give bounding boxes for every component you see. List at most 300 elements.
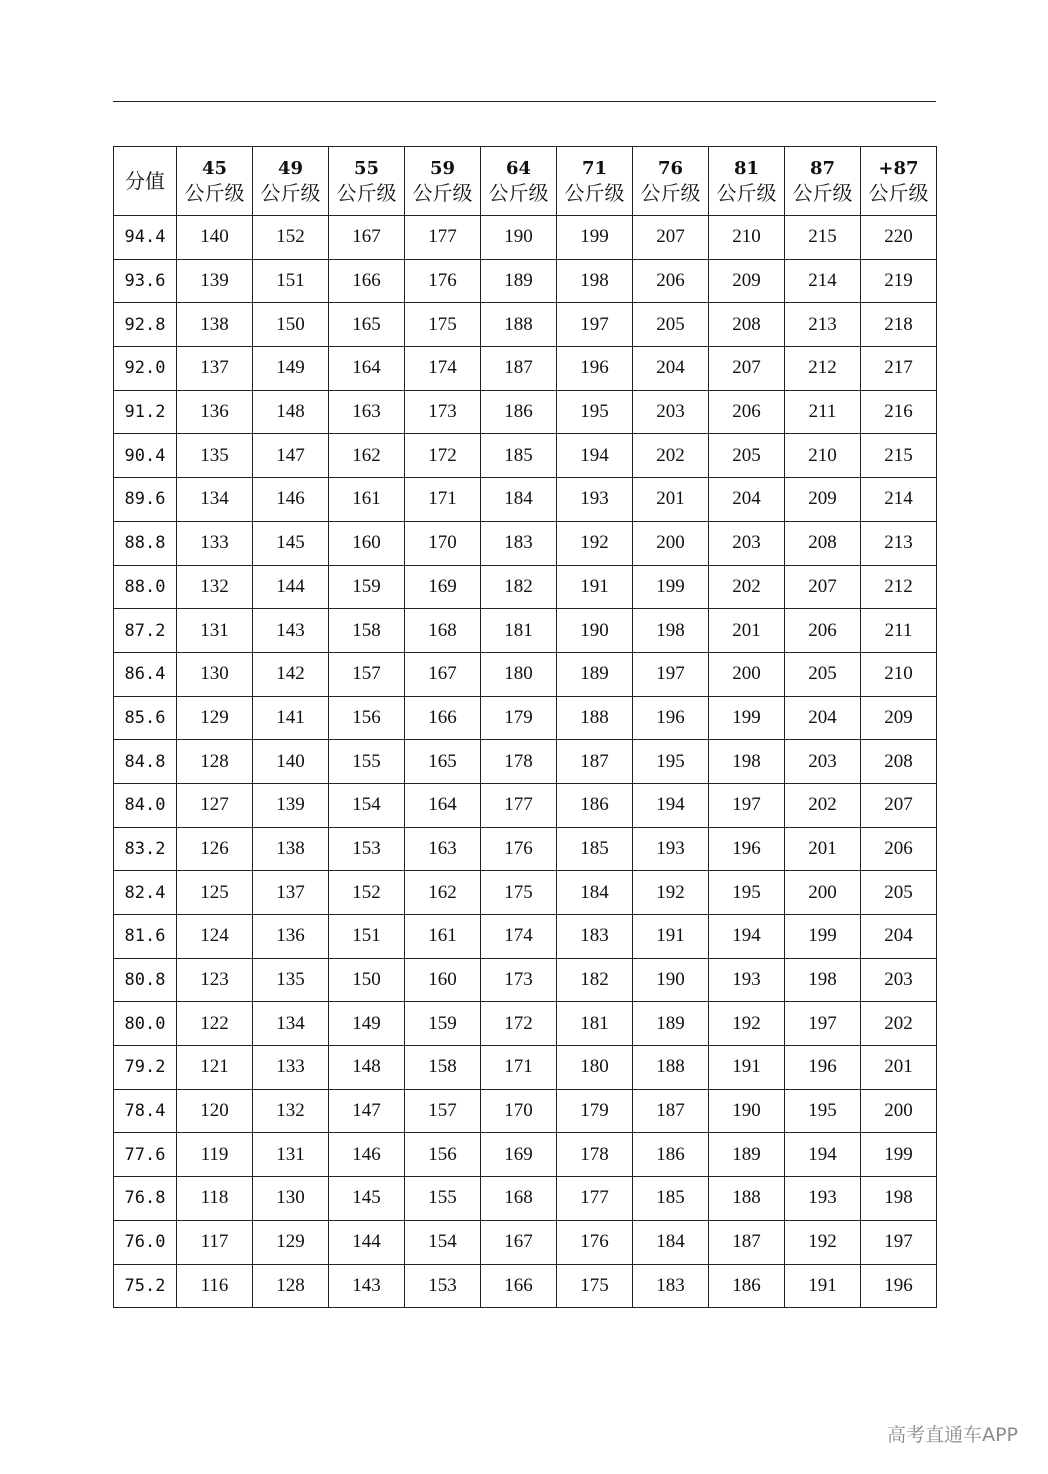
weight-value-cell: 191 [709,1046,785,1090]
weight-value-cell: 136 [177,390,253,434]
weight-class-unit: 公斤级 [184,181,245,205]
table-row [114,1133,937,1177]
table-row [114,1177,937,1221]
weight-value-cell: 202 [861,1002,937,1046]
weight-value-cell: 175 [405,303,481,347]
weight-value-cell: 196 [861,1264,937,1308]
weight-value-cell: 120 [177,1089,253,1133]
top-rule [113,101,936,102]
weight-class-unit: 公斤级 [868,181,929,205]
weight-value-cell: 147 [253,434,329,478]
weight-value-cell: 184 [481,478,557,522]
weight-value-cell: 180 [557,1046,633,1090]
weight-value-cell: 199 [557,216,633,260]
weight-value-cell: 194 [785,1133,861,1177]
score-cell: 78.4 [114,1089,177,1133]
table-row [114,783,937,827]
weight-value-cell: 133 [177,521,253,565]
weight-value-cell: 179 [481,696,557,740]
weight-value-cell: 180 [481,652,557,696]
weight-class-header [405,147,481,216]
weight-value-cell: 197 [861,1220,937,1264]
weight-value-cell: 217 [861,347,937,391]
weight-value-cell: 193 [709,958,785,1002]
weight-value-cell: 176 [481,827,557,871]
weight-value-cell: 193 [557,478,633,522]
weight-value-cell: 124 [177,915,253,959]
weight-value-cell: 206 [785,609,861,653]
weight-value-cell: 210 [785,434,861,478]
weight-value-cell: 196 [785,1046,861,1090]
score-cell: 88.8 [114,521,177,565]
weight-value-cell: 207 [861,783,937,827]
weight-value-cell: 190 [481,216,557,260]
score-cell: 81.6 [114,915,177,959]
weight-value-cell: 174 [405,347,481,391]
weight-value-cell: 130 [177,652,253,696]
weight-value-cell: 177 [405,216,481,260]
score-cell: 84.0 [114,783,177,827]
weight-value-cell: 140 [253,740,329,784]
table-row [114,347,937,391]
table-row [114,609,937,653]
weight-value-cell: 146 [253,478,329,522]
weight-value-cell: 127 [177,783,253,827]
weight-value-cell: 135 [177,434,253,478]
table-body [114,216,937,1308]
weight-value-cell: 161 [329,478,405,522]
weight-value-cell: 206 [633,259,709,303]
weight-class-unit: 公斤级 [792,181,853,205]
weight-value-cell: 206 [861,827,937,871]
weight-value-cell: 184 [557,871,633,915]
weight-value-cell: 139 [177,259,253,303]
weight-value-cell: 173 [481,958,557,1002]
weight-value-cell: 205 [785,652,861,696]
score-column-header: 分值 [114,147,177,216]
score-cell: 80.0 [114,1002,177,1046]
weight-value-cell: 215 [861,434,937,478]
weight-value-cell: 210 [861,652,937,696]
table-row [114,521,937,565]
weight-value-cell: 149 [329,1002,405,1046]
weight-value-cell: 188 [557,696,633,740]
weight-class-unit: 公斤级 [336,181,397,205]
weight-value-cell: 209 [709,259,785,303]
weight-value-cell: 183 [557,915,633,959]
weight-value-cell: 185 [481,434,557,478]
weight-value-cell: 165 [405,740,481,784]
weight-value-cell: 155 [329,740,405,784]
weight-value-cell: 129 [177,696,253,740]
weight-value-cell: 165 [329,303,405,347]
weight-class-number: 45 [201,158,228,179]
weight-value-cell: 202 [709,565,785,609]
weight-value-cell: 183 [481,521,557,565]
table-row [114,259,937,303]
weight-class-number: 81 [733,158,760,179]
weight-value-cell: 177 [557,1177,633,1221]
weight-value-cell: 128 [253,1264,329,1308]
weight-value-cell: 148 [329,1046,405,1090]
weight-value-cell: 210 [709,216,785,260]
score-cell: 87.2 [114,609,177,653]
weight-value-cell: 147 [329,1089,405,1133]
weight-class-header [709,147,785,216]
weight-value-cell: 148 [253,390,329,434]
weight-value-cell: 198 [633,609,709,653]
weight-value-cell: 133 [253,1046,329,1090]
weight-value-cell: 202 [785,783,861,827]
weight-value-cell: 197 [633,652,709,696]
table-row [114,303,937,347]
weight-value-cell: 131 [253,1133,329,1177]
weight-value-cell: 132 [177,565,253,609]
weight-value-cell: 186 [709,1264,785,1308]
weight-value-cell: 184 [633,1220,709,1264]
weight-value-cell: 195 [785,1089,861,1133]
weight-value-cell: 192 [633,871,709,915]
weight-value-cell: 181 [481,609,557,653]
weight-value-cell: 204 [785,696,861,740]
weight-value-cell: 187 [633,1089,709,1133]
weight-value-cell: 195 [633,740,709,784]
header-row [114,147,937,216]
weight-value-cell: 209 [861,696,937,740]
weight-value-cell: 205 [633,303,709,347]
score-cell: 76.0 [114,1220,177,1264]
weight-class-header [177,147,253,216]
weight-value-cell: 185 [557,827,633,871]
weight-value-cell: 183 [633,1264,709,1308]
weight-value-cell: 215 [785,216,861,260]
weight-value-cell: 151 [329,915,405,959]
weight-value-cell: 193 [633,827,709,871]
weight-value-cell: 213 [785,303,861,347]
weight-value-cell: 214 [785,259,861,303]
weight-value-cell: 169 [405,565,481,609]
score-cell: 93.6 [114,259,177,303]
weight-value-cell: 129 [253,1220,329,1264]
score-cell: 94.4 [114,216,177,260]
weight-value-cell: 190 [633,958,709,1002]
weight-class-unit: 公斤级 [716,181,777,205]
weight-value-cell: 197 [785,1002,861,1046]
score-table [113,146,937,1308]
weight-class-header [557,147,633,216]
weight-value-cell: 196 [557,347,633,391]
weight-value-cell: 187 [481,347,557,391]
weight-class-number: 87 [809,158,836,179]
weight-class-number: 71 [581,158,608,179]
weight-value-cell: 211 [785,390,861,434]
score-cell: 89.6 [114,478,177,522]
weight-value-cell: 196 [709,827,785,871]
weight-value-cell: 152 [329,871,405,915]
weight-value-cell: 212 [861,565,937,609]
weight-value-cell: 177 [481,783,557,827]
weight-value-cell: 189 [557,652,633,696]
weight-value-cell: 208 [785,521,861,565]
table-row [114,871,937,915]
weight-value-cell: 176 [557,1220,633,1264]
weight-value-cell: 116 [177,1264,253,1308]
weight-value-cell: 146 [329,1133,405,1177]
weight-value-cell: 150 [253,303,329,347]
score-cell: 84.8 [114,740,177,784]
weight-value-cell: 175 [481,871,557,915]
weight-value-cell: 195 [557,390,633,434]
table-row [114,827,937,871]
weight-value-cell: 187 [557,740,633,784]
weight-value-cell: 206 [709,390,785,434]
weight-value-cell: 201 [633,478,709,522]
weight-value-cell: 169 [481,1133,557,1177]
weight-value-cell: 137 [177,347,253,391]
weight-value-cell: 171 [481,1046,557,1090]
weight-value-cell: 191 [633,915,709,959]
weight-value-cell: 199 [785,915,861,959]
weight-value-cell: 187 [709,1220,785,1264]
weight-class-unit: 公斤级 [488,181,549,205]
weight-value-cell: 166 [329,259,405,303]
weight-value-cell: 143 [329,1264,405,1308]
weight-value-cell: 218 [861,303,937,347]
weight-value-cell: 201 [709,609,785,653]
watermark: 高考直通车APP [887,1424,1018,1446]
weight-value-cell: 197 [709,783,785,827]
weight-class-number: 76 [657,158,684,179]
weight-value-cell: 186 [633,1133,709,1177]
weight-class-unit: 公斤级 [640,181,701,205]
table-row [114,216,937,260]
score-cell: 83.2 [114,827,177,871]
weight-value-cell: 170 [481,1089,557,1133]
weight-value-cell: 167 [481,1220,557,1264]
weight-value-cell: 198 [861,1177,937,1221]
weight-value-cell: 163 [405,827,481,871]
weight-class-unit: 公斤级 [412,181,473,205]
weight-value-cell: 125 [177,871,253,915]
table-row [114,652,937,696]
weight-value-cell: 208 [861,740,937,784]
score-cell: 92.0 [114,347,177,391]
weight-value-cell: 168 [481,1177,557,1221]
weight-value-cell: 189 [633,1002,709,1046]
weight-value-cell: 162 [329,434,405,478]
weight-value-cell: 167 [405,652,481,696]
table-row [114,434,937,478]
score-cell: 92.8 [114,303,177,347]
weight-value-cell: 192 [785,1220,861,1264]
score-cell: 75.2 [114,1264,177,1308]
weight-class-unit: 公斤级 [260,181,321,205]
weight-value-cell: 182 [557,958,633,1002]
weight-value-cell: 156 [329,696,405,740]
score-cell: 91.2 [114,390,177,434]
weight-value-cell: 168 [405,609,481,653]
weight-value-cell: 208 [709,303,785,347]
weight-value-cell: 123 [177,958,253,1002]
weight-value-cell: 207 [633,216,709,260]
weight-class-unit: 公斤级 [564,181,625,205]
weight-value-cell: 158 [329,609,405,653]
weight-value-cell: 203 [785,740,861,784]
score-cell: 76.8 [114,1177,177,1221]
weight-value-cell: 220 [861,216,937,260]
weight-value-cell: 153 [405,1264,481,1308]
weight-value-cell: 179 [557,1089,633,1133]
weight-value-cell: 164 [329,347,405,391]
weight-value-cell: 134 [253,1002,329,1046]
table-row [114,1046,937,1090]
weight-value-cell: 194 [557,434,633,478]
weight-value-cell: 182 [481,565,557,609]
weight-value-cell: 158 [405,1046,481,1090]
weight-value-cell: 203 [709,521,785,565]
weight-class-header [329,147,405,216]
weight-value-cell: 173 [405,390,481,434]
weight-value-cell: 199 [633,565,709,609]
weight-value-cell: 135 [253,958,329,1002]
weight-value-cell: 209 [785,478,861,522]
table-row [114,915,937,959]
weight-value-cell: 186 [557,783,633,827]
weight-value-cell: 159 [329,565,405,609]
weight-value-cell: 202 [633,434,709,478]
weight-value-cell: 119 [177,1133,253,1177]
weight-class-header [633,147,709,216]
weight-value-cell: 130 [253,1177,329,1221]
weight-value-cell: 139 [253,783,329,827]
score-cell: 79.2 [114,1046,177,1090]
weight-value-cell: 189 [481,259,557,303]
weight-value-cell: 172 [481,1002,557,1046]
score-cell: 86.4 [114,652,177,696]
weight-class-number: 64 [505,158,532,179]
weight-class-header [253,147,329,216]
weight-value-cell: 138 [253,827,329,871]
table-row [114,958,937,1002]
weight-value-cell: 189 [709,1133,785,1177]
weight-value-cell: 145 [253,521,329,565]
weight-class-number: 55 [353,158,380,179]
weight-value-cell: 200 [785,871,861,915]
weight-value-cell: 200 [861,1089,937,1133]
weight-value-cell: 134 [177,478,253,522]
weight-value-cell: 162 [405,871,481,915]
weight-value-cell: 155 [405,1177,481,1221]
weight-value-cell: 156 [405,1133,481,1177]
weight-value-cell: 192 [557,521,633,565]
weight-value-cell: 157 [329,652,405,696]
weight-value-cell: 140 [177,216,253,260]
weight-value-cell: 198 [785,958,861,1002]
weight-value-cell: 207 [709,347,785,391]
weight-value-cell: 131 [177,609,253,653]
weight-value-cell: 192 [709,1002,785,1046]
weight-value-cell: 219 [861,259,937,303]
table-row [114,1220,937,1264]
table-row [114,478,937,522]
weight-value-cell: 153 [329,827,405,871]
weight-class-number: 59 [429,158,456,179]
score-cell: 90.4 [114,434,177,478]
weight-value-cell: 166 [405,696,481,740]
weight-value-cell: 214 [861,478,937,522]
weight-value-cell: 152 [253,216,329,260]
score-cell: 85.6 [114,696,177,740]
weight-value-cell: 159 [405,1002,481,1046]
weight-value-cell: 166 [481,1264,557,1308]
table-row [114,390,937,434]
weight-value-cell: 198 [709,740,785,784]
weight-value-cell: 204 [633,347,709,391]
weight-value-cell: 204 [861,915,937,959]
weight-value-cell: 205 [861,871,937,915]
score-cell: 82.4 [114,871,177,915]
weight-value-cell: 203 [633,390,709,434]
weight-value-cell: 144 [253,565,329,609]
weight-value-cell: 163 [329,390,405,434]
weight-value-cell: 178 [481,740,557,784]
weight-value-cell: 132 [253,1089,329,1133]
weight-value-cell: 197 [557,303,633,347]
weight-class-header [861,147,937,216]
weight-value-cell: 178 [557,1133,633,1177]
weight-value-cell: 151 [253,259,329,303]
weight-value-cell: 188 [709,1177,785,1221]
weight-value-cell: 164 [405,783,481,827]
weight-value-cell: 198 [557,259,633,303]
weight-value-cell: 118 [177,1177,253,1221]
weight-value-cell: 157 [405,1089,481,1133]
score-cell: 80.8 [114,958,177,1002]
weight-value-cell: 194 [633,783,709,827]
table-row [114,1089,937,1133]
weight-value-cell: 122 [177,1002,253,1046]
weight-value-cell: 199 [709,696,785,740]
weight-value-cell: 200 [709,652,785,696]
weight-class-number: +87 [878,158,919,179]
weight-value-cell: 121 [177,1046,253,1090]
table-row [114,696,937,740]
weight-value-cell: 138 [177,303,253,347]
weight-value-cell: 205 [709,434,785,478]
weight-value-cell: 117 [177,1220,253,1264]
weight-value-cell: 212 [785,347,861,391]
score-cell: 77.6 [114,1133,177,1177]
weight-value-cell: 201 [861,1046,937,1090]
weight-value-cell: 160 [329,521,405,565]
weight-value-cell: 207 [785,565,861,609]
weight-value-cell: 203 [861,958,937,1002]
weight-class-number: 49 [277,158,304,179]
weight-value-cell: 199 [861,1133,937,1177]
weight-value-cell: 128 [177,740,253,784]
weight-class-header [481,147,557,216]
weight-value-cell: 211 [861,609,937,653]
weight-value-cell: 175 [557,1264,633,1308]
weight-value-cell: 144 [329,1220,405,1264]
weight-value-cell: 126 [177,827,253,871]
weight-value-cell: 190 [557,609,633,653]
weight-value-cell: 142 [253,652,329,696]
table-row [114,740,937,784]
weight-value-cell: 170 [405,521,481,565]
weight-value-cell: 141 [253,696,329,740]
weight-value-cell: 143 [253,609,329,653]
